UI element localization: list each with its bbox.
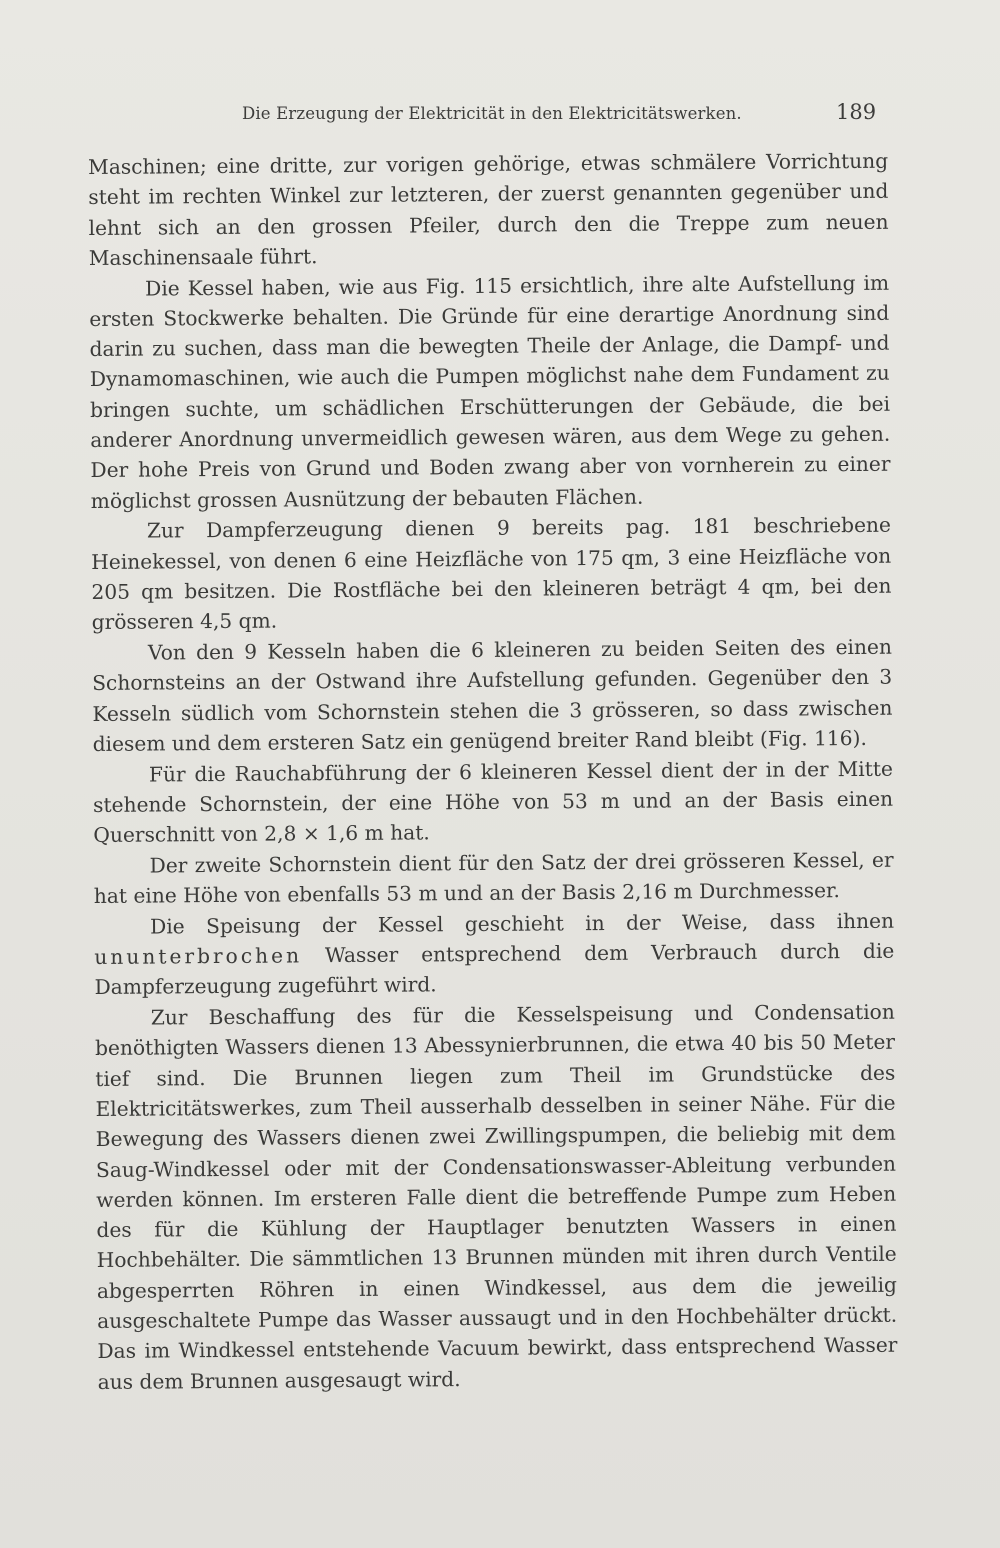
paragraph-4: Von den 9 Kesseln haben die 6 kleineren zu beiden Seiten des einen Schornsteins an der Ostwand ihre Aufstellung gefunden. Gegenüber den 3 Kesseln südlich vom Schornstein stehen die 3 grösseren, so dass zwischen diesem und dem ersteren Satz ein genügend breiter Rand bleibt (Fig. 116). — [92, 634, 893, 756]
paragraph-1: Maschinen; eine dritte, zur vorigen gehörige, etwas schmälere Vorrichtung steht im rechten Winkel zur letzteren, der zuerst genannten gegenüber und lehnt sich an den grossen Pfeiler, durch den die Treppe zum neuen Maschinensaale führt. — [88, 148, 889, 270]
paragraph-7-text-b: Wasser entsprechend dem Verbrauch durch die Dampferzeugung zugeführt wird. — [94, 938, 895, 1000]
paragraph-3: Zur Dampferzeugung dienen 9 bereits pag. 181 beschriebene Heinekessel, von denen 6 eine Heizfläche von 175 qm, 3 eine Heizfläche von 205 qm besitzen. Die Rostfläche bei den kleineren beträgt 4 qm, bei den grösseren 4,5 qm. — [91, 513, 892, 635]
running-title: Die Erzeugung der Elektricität in den Elektricitätswerken. — [242, 104, 742, 123]
page-number: 189 — [836, 100, 877, 124]
paragraph-5: Für die Rauchabführung der 6 kleineren Kessel dient der in der Mitte stehende Schornstein, der eine Höhe von 53 m und an der Basis einen Querschnitt von 2,8 × 1,6 m hat. — [93, 756, 894, 848]
paragraph-2: Die Kessel haben, wie aus Fig. 115 ersichtlich, ihre alte Aufstellung im ersten Stockwerke behalten. Die Gründe für eine derartige Anordnung sind darin zu suchen, dass man die bewegten Theile der Anlage, die Dampf- und Dynamomaschinen, wie auch die Pumpen möglichst nahe dem Fundament zu bringen suchte, um schädlichen Erschütterungen der Gebäude, die bei anderer Anordnung unvermeidlich gewesen wären, aus dem Wege zu gehen. Der hohe Preis von Grund und Boden zwang aber von vornherein zu einer möglichst grossen Ausnützung der bebauten Flächen. — [89, 270, 891, 513]
paragraph-7 — [94, 905, 895, 1002]
paragraph-6: Der zweite Schornstein dient für den Satz der drei grösseren Kessel, er hat eine Höhe von ebenfalls 53 m und an der Basis 2,16 m Durchmesser. — [93, 847, 894, 909]
paragraph-7-text-a: Die Speisung der Kessel geschieht in der Weise, dass ihnen — [149, 908, 895, 939]
paragraph-8: Zur Beschaffung des für die Kesselspeisung und Condensation benöthigten Wassers dienen 13 Abessynierbrunnen, die etwa 40 bis 50 Meter tief sind. Die Brunnen liegen zum Theil im Grundstücke des Elektricitätswerkes, zum Theil ausserhalb desselben in seiner Nähe. Für die Bewegung des Wassers dienen zwei Zwillingspumpen, die beliebig mit dem Saug-Windkessel oder mit der Condensationswasser-Ableitung verbunden werden können. Im ersteren Falle dient die betreffende Pumpe zum Heben des für die Kühlung der Hauptlager benutzten Wassers in einen Hochbehälter. Die sämmtlichen 13 Brunnen münden mit ihren durch Ventile abgesperrten Röhren in einen Windkessel, aus dem die jeweilig ausgeschaltete Pumpe das Wasser aussaugt und in den Hochbehälter drückt. Das im Windkessel entstehende Vacuum bewirkt, dass entsprechend Wasser aus dem Brunnen ausgesaugt wird. — [94, 999, 898, 1394]
page-header — [0, 92, 1000, 132]
paragraph-7-spaced-word: ununterbrochen — [94, 943, 303, 970]
body-text — [88, 146, 898, 1398]
